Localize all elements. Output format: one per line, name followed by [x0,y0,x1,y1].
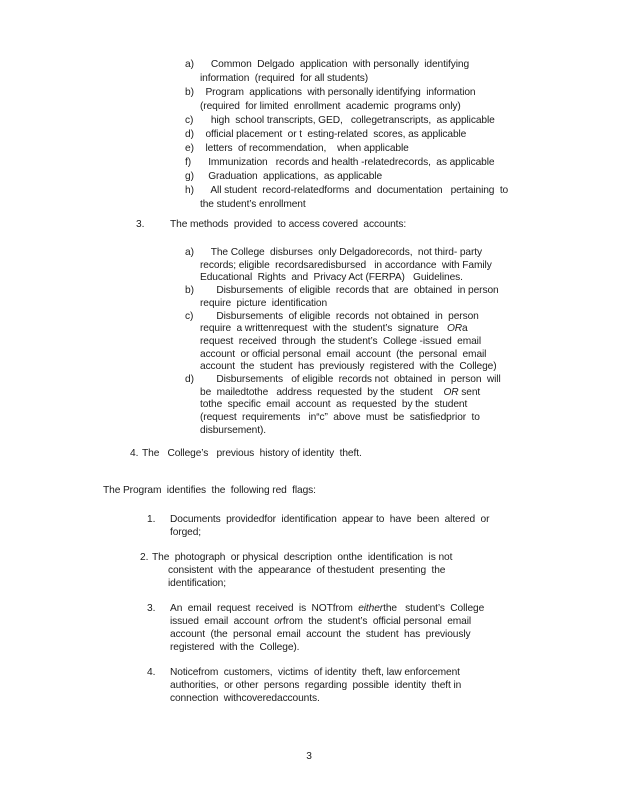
list-item-text: The photograph or physical description onthe identification is not consistent with the appearance of thestudent presenting the identification; [152,552,453,589]
list-item [185,374,501,438]
list-item-text: Noticefrom customers, victims of identity theft, law enforcement authorities, or other persons regarding possible identity theft in connection withcoveredaccounts. [170,667,462,704]
list-marker: a) [185,247,194,258]
italic-text: either [358,603,384,614]
methods-sublist [185,247,501,438]
list-item-text: Immunization records and health -relatedrecords, as applicable [200,157,495,168]
list-marker: 3. [147,603,156,614]
history-item [130,447,362,460]
list-item-text: Disbursements of eligible records that are obtained in person require picture identification [200,285,499,309]
list-item-text: high school transcripts, GED, collegetranscripts, as applicable [200,115,495,126]
list-marker: c) [185,310,194,322]
list-marker: h) [185,185,194,196]
italic-text: OR [446,323,463,335]
page-number: 3 [306,751,312,762]
list-item [185,156,508,170]
redflags-intro: The Program identifies the following red flags: [103,485,316,496]
list-marker: 2. [140,552,149,563]
list-item [147,666,489,705]
list-item-text: Documents providedfor identification appear to have been altered or forged; [170,514,490,538]
list-item [136,218,406,231]
list-marker: d) [185,129,194,140]
list-item [130,447,362,460]
list-marker: e) [185,143,194,154]
list-item-text: The College’s previous history of identity theft. [142,448,362,459]
list-marker: f) [185,157,192,168]
list-item-text: Program applications with personally identifying information (required for limited enrollment academic programs only) [200,87,476,112]
list-item [147,602,489,654]
list-marker: c) [185,115,194,126]
methods-heading-item [136,218,406,231]
list-item-text: The College disburses only Delgadorecords, not third- party records; eligible recordsaredisbursed in accordance with Family Educational Rights and Privacy Act (FERPA) Guidelines. [200,247,492,284]
italic-text: OR [443,386,459,398]
list-item-text: Common Delgado application with personally identifying information (required for all students) [200,59,470,84]
list-item-text: Disbursements of eligible records not obtained in person will be mailedtothe address requested by the student OR sent tothe specific email account as requested by the student (request requirements in“c” above must be satisfiedprior to disbursement). [200,374,501,436]
list-item [185,184,508,212]
list-marker: b) [185,285,194,297]
list-marker: 4. [147,667,156,678]
italic-text: or [274,616,283,627]
list-item [185,86,508,114]
list-marker: b) [185,87,194,98]
list-item [185,285,501,310]
list-item [185,311,501,375]
list-item [185,247,501,285]
list-marker: 3. [136,219,145,230]
list-marker: 1. [147,514,156,525]
redflags-list [140,513,490,717]
list-item [185,128,508,142]
list-item [140,551,489,590]
list-item-text: The methods provided to access covered accounts: [170,219,407,230]
list-item [185,170,508,184]
list-marker: 4. [130,448,139,459]
list-marker: a) [185,59,194,70]
list-marker: g) [185,171,194,182]
list-marker: d) [185,374,194,386]
list-item-text: letters of recommendation, when applicable [200,143,409,154]
list-item [185,58,508,86]
list-item-text: An email request received is NOTfrom eitherthe student’s College issued email account orfrom the student’s official personal email account (the personal email account the student has previously registered with the College). [170,603,485,653]
list-item-text: All student record-relatedforms and documentation pertaining to the student’s enrollment [200,185,509,210]
record-types-list [185,58,508,212]
list-item [185,114,508,128]
list-item-text: official placement or t esting-related scores, as applicable [200,129,467,140]
list-item-text: Disbursements of eligible records not obtained in person require a writtenrequest with the student’s signature ORa request received through the student’s College -issued email account or official personal email account (the personal email account the student has previously registered with the College) [200,310,497,373]
list-item [185,142,508,156]
list-item-text: Graduation applications, as applicable [200,171,383,182]
list-item [147,513,489,539]
